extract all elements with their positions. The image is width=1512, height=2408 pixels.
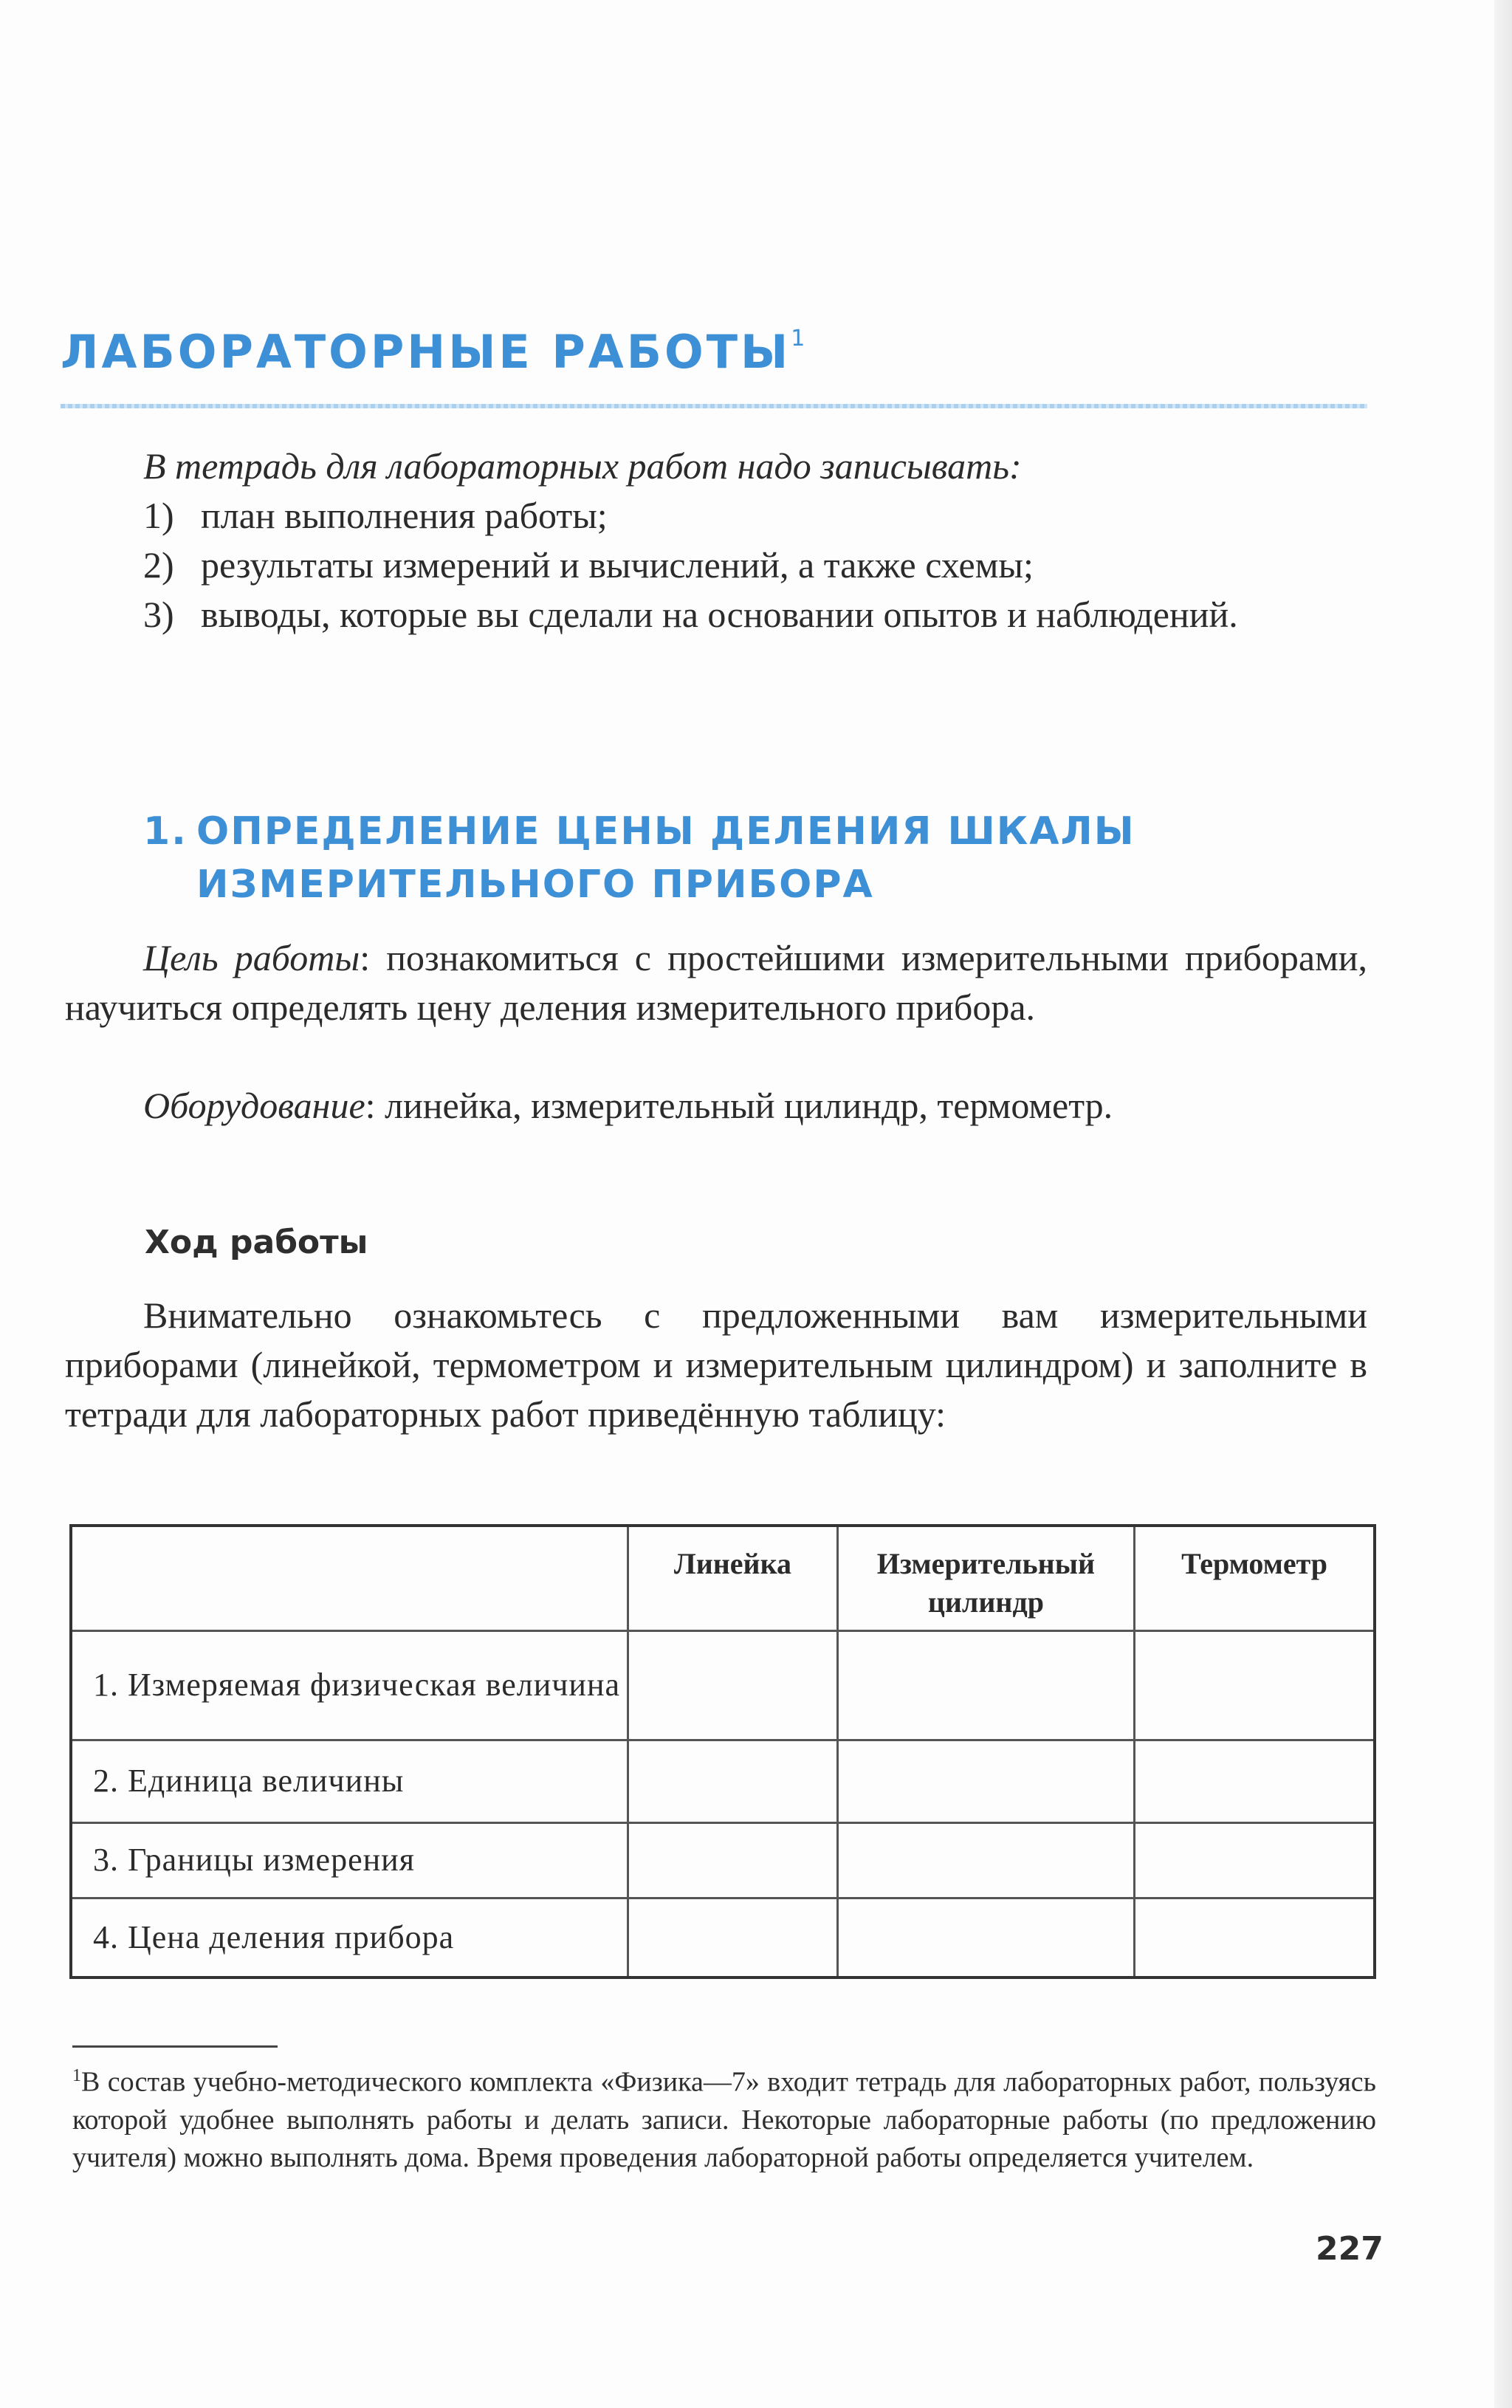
table-cell: [837, 1740, 1134, 1822]
title-underline: [61, 404, 1367, 408]
intro-lead: В тетрадь для лабораторных работ надо записывать:: [143, 445, 1022, 487]
page-number: 227: [1316, 2230, 1384, 2268]
table-cell: [1135, 1822, 1375, 1898]
list-item: 3) выводы, которые вы сделали на основании опытов и наблюдений.: [143, 594, 1238, 635]
footnote-marker: 1: [72, 2066, 81, 2085]
page-edge: [1494, 0, 1512, 2408]
intro-list: [143, 491, 1369, 639]
instructions-paragraph: Внимательно ознакомьтесь с предложенными вам измерительными приборами (линейкой, термометром и измерительным цилиндром) и заполните в тетради для лабораторных работ приведённую таблицу:: [65, 1294, 1367, 1435]
table-header-row: [71, 1526, 1375, 1630]
table-row: [71, 1740, 1375, 1822]
goal-label: Цель работы: [143, 937, 360, 978]
table-row: [71, 1630, 1375, 1740]
table-cell: [1135, 1740, 1375, 1822]
row-label: 1. Измеряемая физическая величина: [71, 1630, 628, 1740]
section-title-line2: ИЗМЕРИТЕЛЬНОГО ПРИБОРА: [196, 862, 874, 907]
list-item: 2) результаты измерений и вычислений, а также схемы;: [143, 544, 1034, 586]
table-cell: [628, 1822, 837, 1898]
equipment-label: Оборудование: [143, 1085, 365, 1126]
footnote-divider: [72, 2045, 278, 2048]
row-label: 2. Единица величины: [71, 1740, 628, 1822]
table-header-ruler: Линейка: [628, 1526, 837, 1630]
intro-block: [143, 442, 1369, 639]
table-header-thermometer: Термометр: [1135, 1526, 1375, 1630]
table-row: [71, 1822, 1375, 1898]
table-header-cylinder: Измерительный цилиндр: [837, 1526, 1134, 1630]
table-cell: [628, 1898, 837, 1977]
equipment-paragraph: Оборудование: линейка, измерительный цилиндр, термометр.: [143, 1085, 1113, 1126]
table-cell: [628, 1630, 837, 1740]
row-label: 3. Границы измерения: [71, 1822, 628, 1898]
table-cell: [1135, 1630, 1375, 1740]
table-cell: [628, 1740, 837, 1822]
title-footnote-marker: 1: [791, 326, 805, 351]
table-cell: [837, 1822, 1134, 1898]
page-title: ЛАБОРАТОРНЫЕ РАБОТЫ$^1$: [61, 325, 805, 379]
table-header-empty: [71, 1526, 628, 1630]
lab-table: [69, 1524, 1376, 1979]
section-title-line1: ОПРЕДЕЛЕНИЕ ЦЕНЫ ДЕЛЕНИЯ ШКАЛЫ: [196, 809, 1135, 854]
footnote: $^1$В состав учебно-методического комплекта «Физика—7» входит тетрадь для лабораторных работ, пользуясь которой удобнее выполнять работы и делать записи. Некоторые лабораторные работы (по предложению учителя) можно выполнять дома. Время проведения лабораторной работы определяется учителем.: [72, 2066, 1376, 2173]
list-item: 1) план выполнения работы;: [143, 495, 608, 536]
goal-paragraph: Цель работы: познакомиться с простейшими измерительными приборами, научиться определять цену деления измерительного прибора.: [65, 937, 1367, 1028]
table-cell: [1135, 1898, 1375, 1977]
table-cell: [837, 1630, 1134, 1740]
section-heading: [143, 805, 1135, 911]
table-cell: [837, 1898, 1134, 1977]
workflow-heading: Ход работы: [145, 1224, 368, 1261]
section-number: 1.: [143, 809, 188, 854]
table-row: [71, 1898, 1375, 1977]
row-label: 4. Цена деления прибора: [71, 1898, 628, 1977]
